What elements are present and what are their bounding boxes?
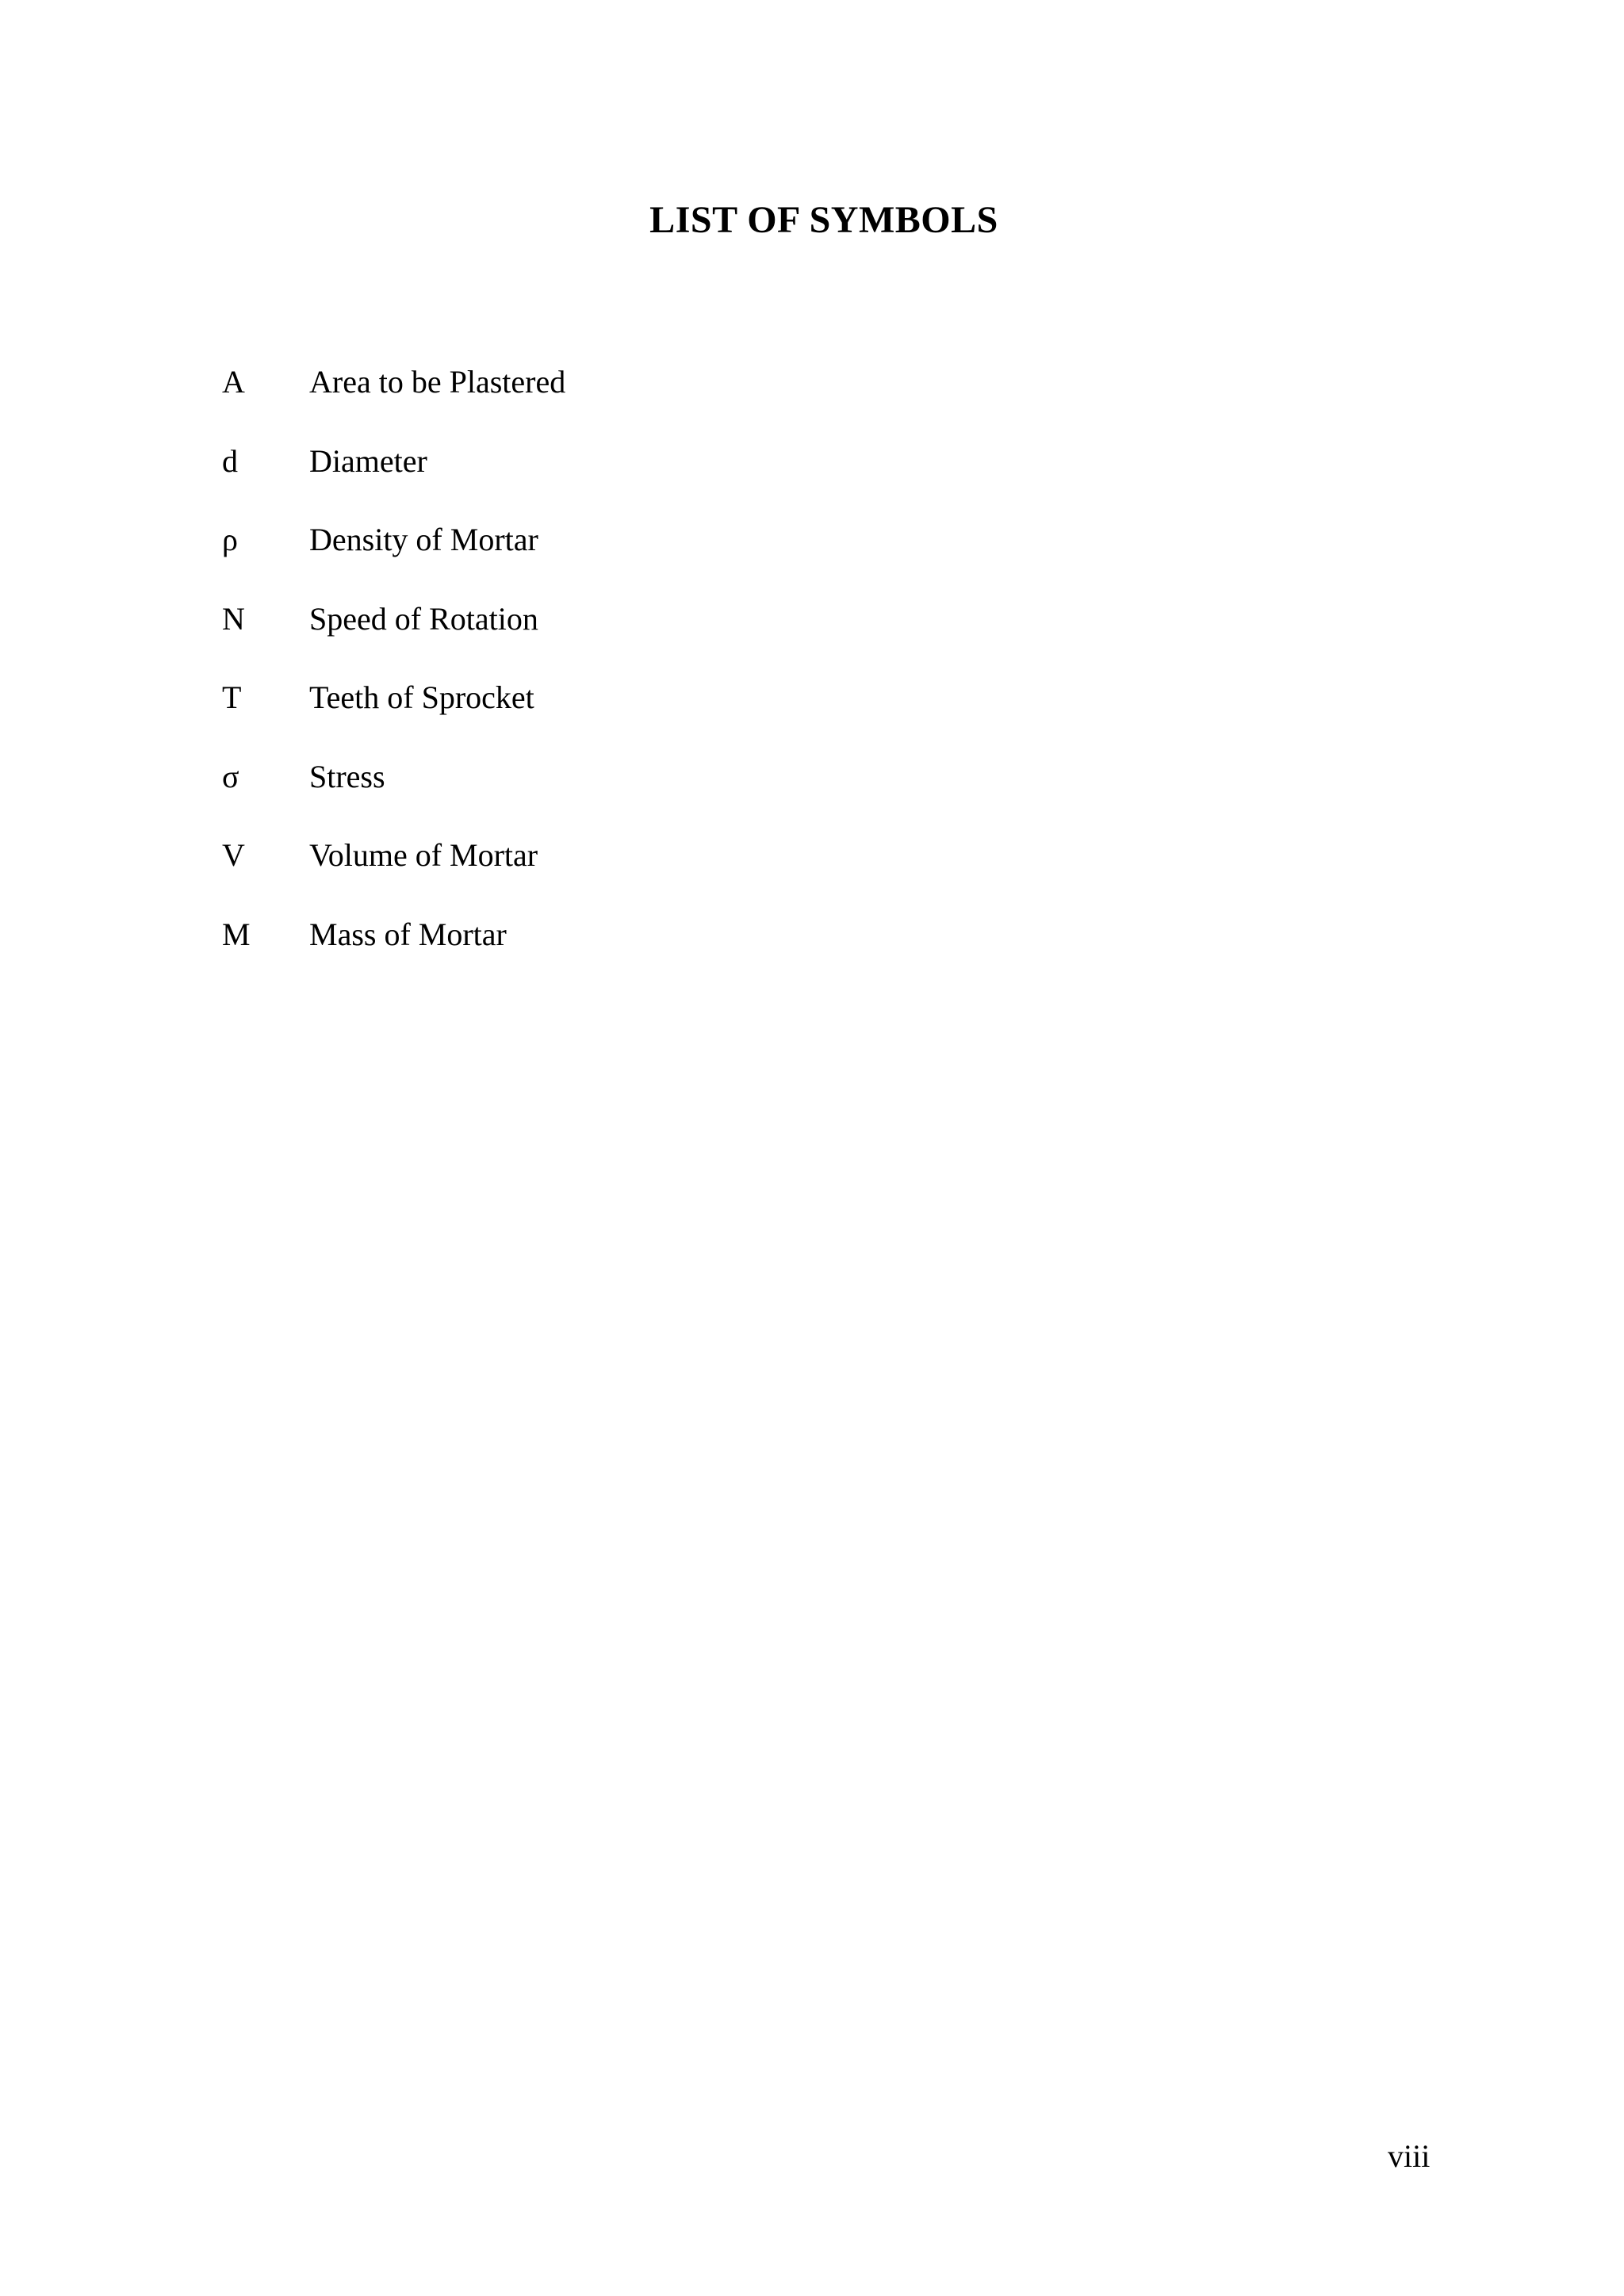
symbol-row	[222, 909, 1332, 989]
symbol: T	[222, 679, 242, 715]
symbol-row	[222, 436, 1332, 515]
symbol-row	[222, 752, 1332, 831]
symbol-meaning: Teeth of Sprocket	[309, 679, 534, 715]
symbol: N	[222, 600, 245, 637]
symbol-meaning: Area to be Plastered	[309, 364, 566, 400]
symbol-row	[222, 515, 1332, 594]
symbol: σ	[222, 758, 239, 794]
symbol-meaning: Density of Mortar	[309, 522, 538, 557]
symbol: d	[222, 442, 238, 479]
page-number: viii	[1388, 2138, 1431, 2174]
symbol-list	[222, 357, 1332, 988]
symbol-meaning: Speed of Rotation	[309, 600, 538, 637]
symbol-meaning: Mass of Mortar	[309, 916, 507, 952]
symbol: A	[222, 364, 245, 400]
symbol-row	[222, 830, 1332, 909]
symbol: V	[222, 837, 245, 873]
symbol: M	[222, 916, 251, 952]
symbol-meaning: Diameter	[309, 442, 427, 479]
symbol-row	[222, 672, 1332, 752]
symbol-row	[222, 594, 1332, 673]
symbol-row	[222, 357, 1332, 436]
symbol: ρ	[222, 522, 238, 557]
symbol-meaning: Stress	[309, 758, 385, 794]
symbol-meaning: Volume of Mortar	[309, 837, 538, 873]
page-title: LIST OF SYMBOLS	[649, 199, 998, 241]
